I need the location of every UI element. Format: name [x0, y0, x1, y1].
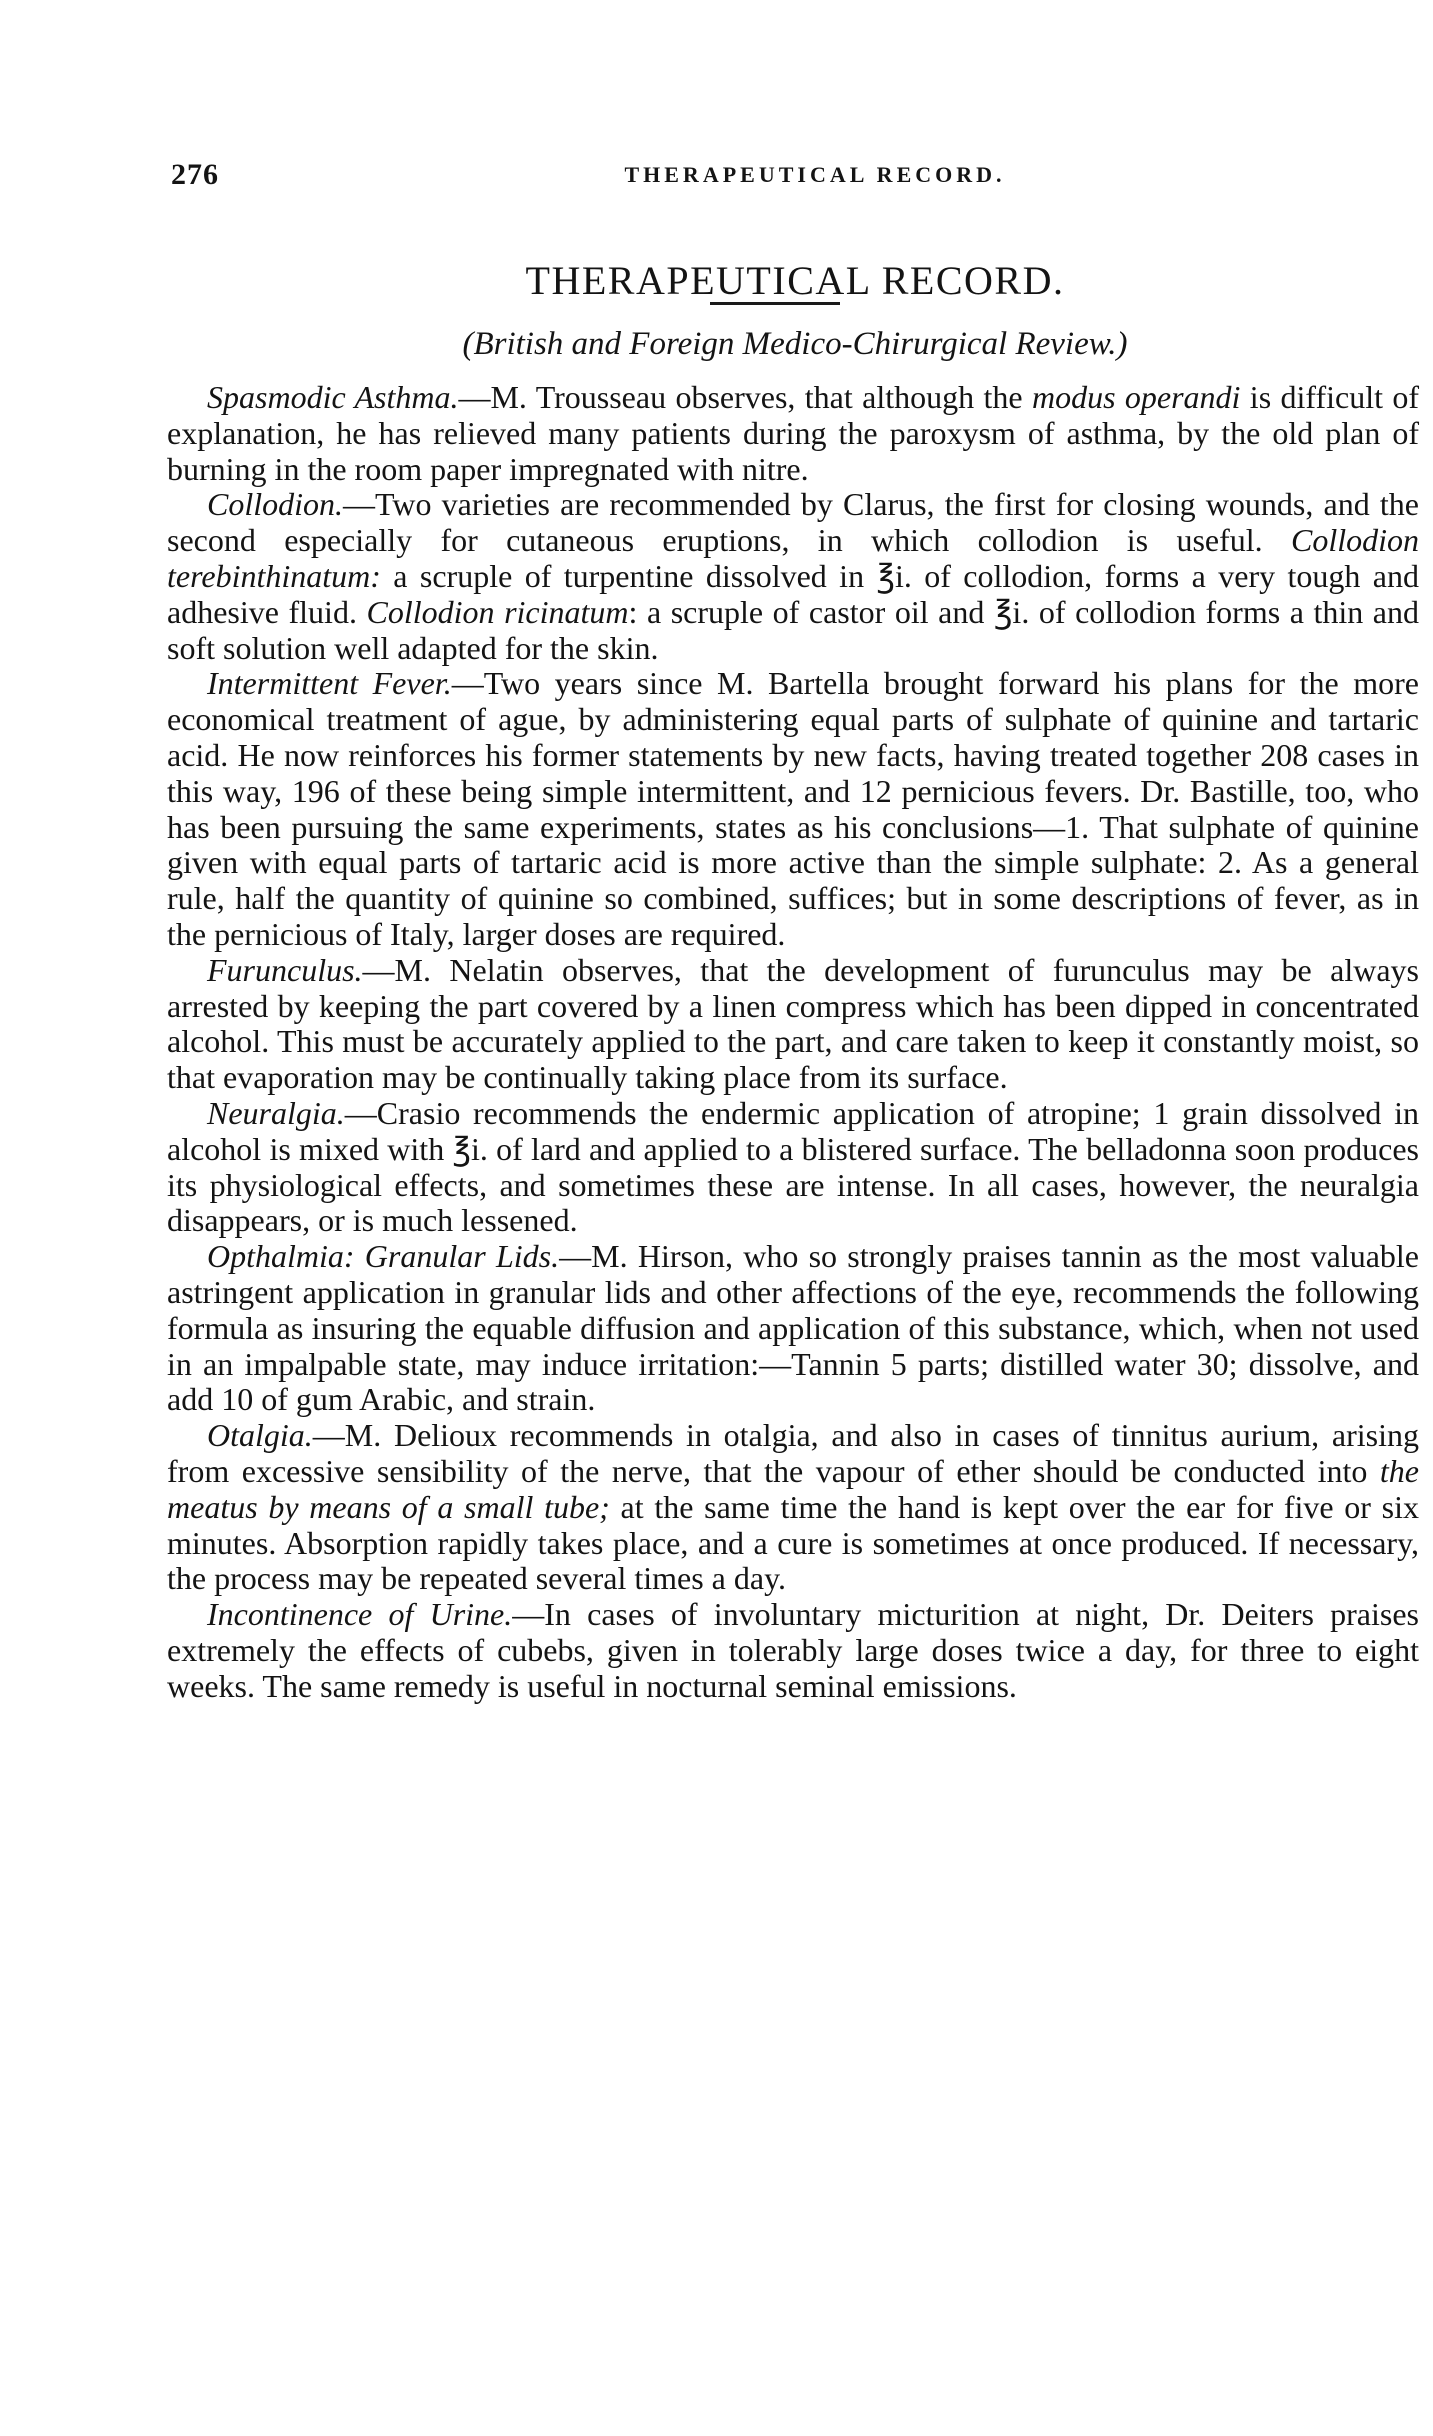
- italic-text: Collodion ricinatum: [366, 593, 629, 630]
- paragraph: [167, 487, 1419, 666]
- paragraph: [167, 953, 1419, 1096]
- paragraph-text: —Crasio recommends the endermic application of atropine; 1 grain dissolved in alcohol is mixed with ℥i. of lard and applied to a blistered surface. The belladonna soon produces its physiological effects, and sometimes these are intense. In all cases, however, the neuralgia disappears, or is much lessened.: [167, 1094, 1419, 1239]
- paragraph-heading: Intermittent Fever.: [207, 665, 452, 702]
- running-header: [171, 158, 1419, 198]
- paragraph-text: —M. Delioux recommends in otalgia, and also in cases of tinnitus aurium, arising from excessive sensibility of the nerve, that the vapour of ether should be conducted into: [167, 1417, 1419, 1489]
- running-title: THERAPEUTICAL RECORD.: [624, 162, 1006, 187]
- paragraph-heading: Otalgia.: [207, 1417, 313, 1454]
- italic-text: modus operandi: [1031, 379, 1241, 415]
- article-source: (British and Foreign Medico-Chirurgical Review.): [462, 326, 1128, 362]
- paragraph-text: : a scruple of castor oil and ℥i. of collodion forms a thin and soft solution well adapted for the skin.: [167, 593, 1420, 666]
- paragraph-text: a scruple of turpentine dissolved in ℥i. of collodion, forms a very tough and adhesive fluid.: [167, 557, 1419, 630]
- paragraph-heading: Opthalmia: Granular Lids.: [207, 1238, 560, 1275]
- paragraph: [167, 666, 1419, 952]
- paragraph-text: is difficult of explanation, he has relieved many patients during the paroxysm of asthma, by the old plan of burning in the room paper impregnated with nitre.: [167, 379, 1420, 487]
- paragraph-heading: Incontinence of Urine.: [207, 1596, 513, 1633]
- paragraph-heading: Spasmodic Asthma.: [207, 379, 459, 415]
- paragraph: [167, 1597, 1419, 1704]
- title-divider: [710, 302, 840, 305]
- article-body: [167, 380, 1419, 1704]
- paragraph-text: —M. Nelatin observes, that the development of furunculus may be always arrested by keeping the part covered by a linen compress which has been dipped in concentrated alcohol. This must be accurately applied to the part, and care taken to keep it constantly moist, so that evaporation may be continually taking place from its surface.: [167, 951, 1419, 1096]
- paragraph-heading: Furunculus.: [207, 951, 363, 988]
- paragraph-heading: Collodion.: [207, 486, 344, 523]
- paragraph: [167, 1096, 1419, 1239]
- paragraph-text: at the same time the hand is kept over the ear for five or six minutes. Absorption rapidly takes place, and a cure is sometimes at once produced. If necessary, the process may be repeated several times a day.: [167, 1488, 1419, 1597]
- paragraph-heading: Neuralgia.: [207, 1094, 345, 1131]
- paragraph-text: —In cases of involuntary micturition at night, Dr. Deiters praises extremely the effects of cubebs, given in tolerably large doses twice a day, for three to eight weeks. The same remedy is useful in nocturnal seminal emissions.: [167, 1596, 1420, 1704]
- paragraph-text: —Two varieties are recommended by Clarus, the first for closing wounds, and the second especially for cutaneous eruptions, in which collodion is useful.: [167, 486, 1419, 559]
- paragraph-text: —Two years since M. Bartella brought forward his plans for the more economical treatment of ague, by administering equal parts of sulphate of quinine and tartaric acid. He now reinforces his former statements by new facts, having treated together 208 cases in this way, 196 of these being simple intermittent, and 12 pernicious fevers. Dr. Bastille, too, who has been pursuing the same experiments, states as his conclusions—1. That sulphate of quinine given with equal parts of tartaric acid is more active than the simple sulphate: 2. As a general rule, half the quantity of quinine so combined, suffices; but in some descriptions of fever, as in the pernicious of Italy, larger doses are required.: [167, 665, 1419, 952]
- page-number: 276: [171, 158, 219, 191]
- paragraph: [167, 1239, 1419, 1418]
- paragraph-text: —M. Trousseau observes, that although the: [458, 379, 1032, 415]
- italic-text: Collodion terebinthinatum:: [167, 522, 1419, 594]
- italic-text: the meatus by means of a small tube;: [167, 1452, 1419, 1525]
- article-title: THERAPEUTICAL RECORD.: [525, 257, 1065, 303]
- paragraph: [167, 380, 1419, 487]
- paragraph: [167, 1418, 1419, 1597]
- paragraph-text: —M. Hirson, who so strongly praises tannin as the most valuable astringent application in granular lids and other affections of the eye, recommends the following formula as insuring the equable diffusion and application of this substance, which, when not used in an impalpable state, may induce irritation:—Tannin 5 parts; distilled water 30; dissolve, and add 10 of gum Arabic, and strain.: [167, 1238, 1420, 1418]
